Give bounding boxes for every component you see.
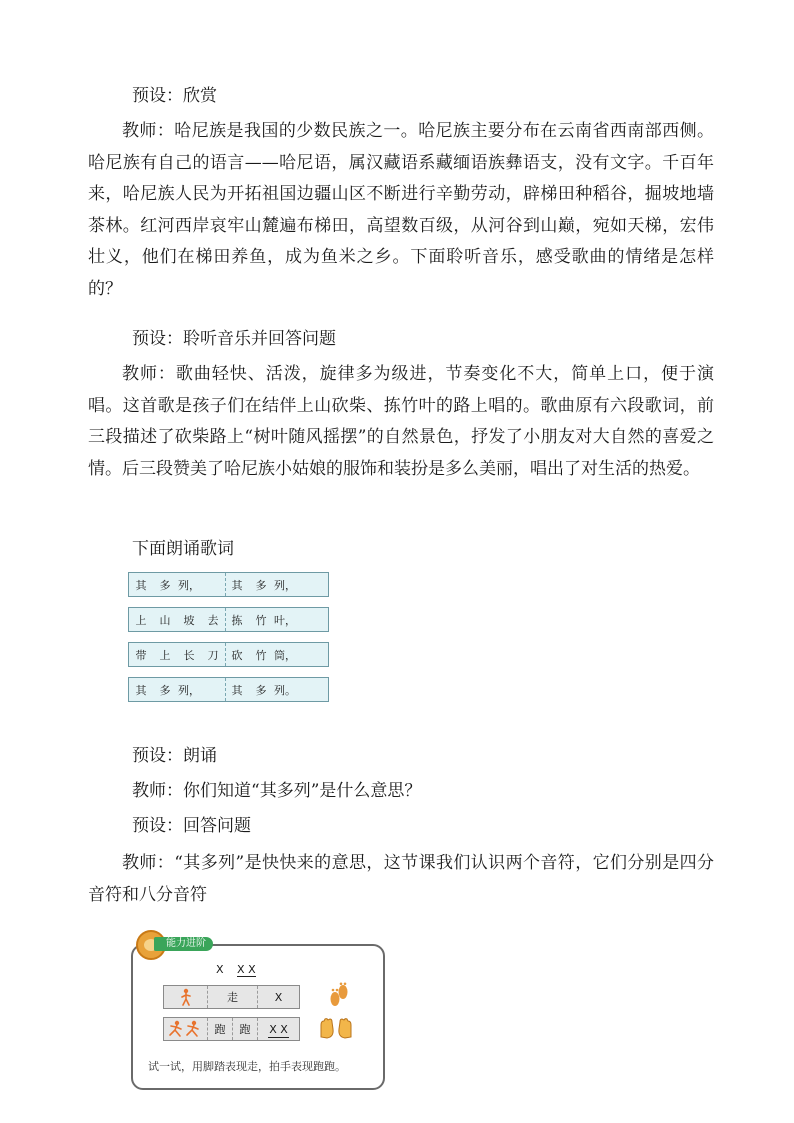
walking-figure-icon [177, 988, 195, 1006]
running-figures-icon [167, 1020, 205, 1038]
lyric-cell: 砍 [231, 648, 243, 662]
lyric-row [128, 572, 329, 597]
lyric-row [128, 642, 329, 667]
lyric-divider [225, 573, 226, 596]
preset-recite: 预设：朗诵 [132, 746, 217, 766]
run-note: X X [269, 1022, 288, 1036]
lyric-cell: 上 [135, 613, 147, 627]
lyric-row [128, 607, 329, 632]
run-word-cell [233, 1018, 258, 1040]
badge-label: 能力进阶 [154, 937, 213, 951]
preset-appreciate: 预设：欣赏 [132, 86, 217, 106]
preset-answer: 预设：回答问题 [132, 816, 251, 836]
lyric-cell: 多 [255, 578, 267, 592]
lyric-cell: 叶， [274, 613, 296, 627]
lyric-cell: 列。 [274, 683, 296, 697]
lyric-divider [225, 608, 226, 631]
teacher-question: 教师：你们知道“其多列”是什么意思？ [132, 781, 422, 801]
lyric-cell: 其 [135, 683, 147, 697]
lyric-cell: 长 [183, 648, 195, 662]
walk-word-cell [208, 986, 258, 1008]
run-word-cell [208, 1018, 233, 1040]
walk-note-cell [258, 986, 299, 1008]
lyric-cell: 坡 [183, 613, 195, 627]
lyric-cell: 上 [159, 648, 171, 662]
lyric-cell: 其 [231, 578, 243, 592]
run-word-2: 跑 [239, 1023, 251, 1036]
run-figure-cell [164, 1018, 208, 1040]
lyric-divider [225, 643, 226, 666]
recite-lyrics-heading: 下面朗诵歌词 [132, 539, 234, 559]
lyric-cell: 山 [159, 613, 171, 627]
lyric-cell: 筒， [274, 648, 296, 662]
walk-figure-cell [164, 986, 208, 1008]
lyric-cell: 其 [135, 578, 147, 592]
lyric-cell: 竹 [255, 648, 267, 662]
lyric-row [128, 677, 329, 702]
lyric-cell: 列， [178, 683, 200, 697]
rhythm-notation [216, 962, 256, 976]
clapping-hands-icon [318, 1017, 354, 1039]
lyric-cell: 去 [207, 613, 219, 627]
quarter-note: X [216, 963, 224, 976]
lyric-cell: 其 [231, 683, 243, 697]
lyric-cell: 多 [159, 578, 171, 592]
ability-badge [136, 934, 218, 954]
teacher-paragraph-3: 教师：“其多列”是快快来的意思，这节课我们认识两个音符，它们分别是四分音符和八分音符 [88, 853, 714, 905]
eighth-note-pair: X X [237, 963, 256, 976]
walk-strip [163, 985, 300, 1009]
run-note-cell [258, 1018, 299, 1040]
lyric-cell: 竹 [255, 613, 267, 627]
lyric-cell: 列， [178, 578, 200, 592]
footprints-icon [328, 982, 350, 1010]
run-word-1: 跑 [214, 1023, 226, 1036]
walk-word: 走 [227, 991, 238, 1004]
walk-note: X [274, 990, 283, 1004]
lyric-cell: 多 [159, 683, 171, 697]
preset-listen: 预设：聆听音乐并回答问题 [132, 329, 336, 349]
lyrics-table [128, 572, 329, 712]
teacher-paragraph-1: 教师：哈尼族是我国的少数民族之一。哈尼族主要分布在云南省西南部西侧。哈尼族有自己的语言——哈尼语，属汉藏语系藏缅语族彝语支，没有文字。千百年来，哈尼族人民为开拓祖国边疆山区不断进行辛勤劳动，辟梯田种稻谷，掘坡地墙茶林。红河西岸哀牢山麓遍布梯田，高望数百级，从河谷到山巅，宛如天梯，宏伟壮义，他们在梯田养鱼，成为鱼米之乡。下面聆听音乐，感受歌曲的情绪是怎样的？ [88, 121, 714, 299]
card-caption: 试一试，用脚踏表现走，拍手表现跑跑。 [148, 1060, 346, 1073]
run-strip [163, 1017, 300, 1041]
lyric-cell: 列， [274, 578, 296, 592]
lyric-cell: 多 [255, 683, 267, 697]
lyric-cell: 刀 [207, 648, 219, 662]
lyric-divider [225, 678, 226, 701]
lyric-cell: 拣 [231, 613, 243, 627]
lyric-cell: 带 [135, 648, 147, 662]
teacher-paragraph-2: 教师：歌曲轻快、活泼，旋律多为级进，节奏变化不大，简单上口，便于演唱。这首歌是孩子们在结伴上山砍柴、拣竹叶的路上唱的。歌曲原有六段歌词，前三段描述了砍柴路上“树叶随风摇摆”的自然景色，抒发了小朋友对大自然的喜爱之情。后三段赞美了哈尼族小姑娘的服饰和装扮是多么美丽，唱出了对生活的热爱。 [88, 364, 714, 479]
